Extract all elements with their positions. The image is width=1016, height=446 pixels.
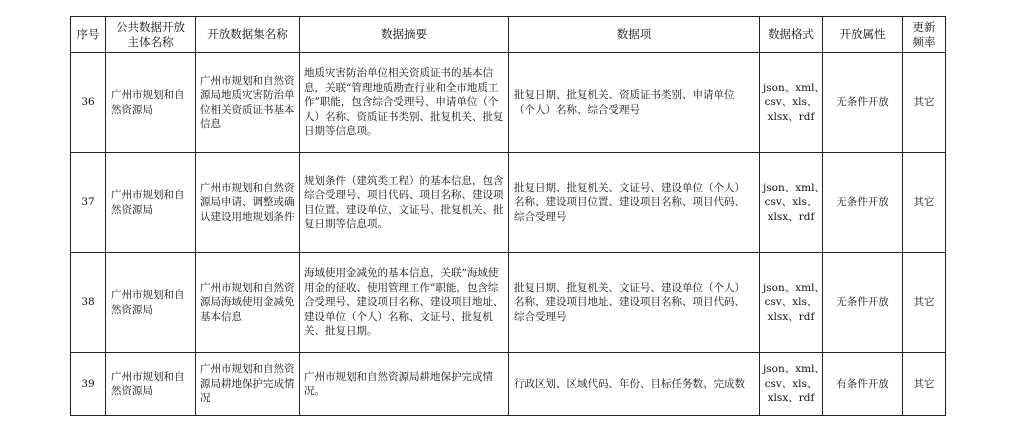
cell-data-items: 行政区划、区域代码、年份、目标任务数、完成数 — [509, 353, 760, 416]
cell-data-items: 批复日期、批复机关、文证号、建设单位（个人）名称、建设项目地址、建设项目名称、项目代码、综合受理号 — [509, 253, 760, 353]
header-format: 数据格式 — [760, 17, 823, 53]
header-summary: 数据摘要 — [300, 17, 509, 53]
cell-dataset-name: 广州市规划和自然资源局地质灾害防治单位相关资质证书基本信息 — [196, 53, 300, 153]
format-line: json、xml、 — [763, 281, 825, 294]
cell-subject: 广州市规划和自然资源局 — [106, 153, 196, 253]
cell-seq: 37 — [71, 153, 106, 253]
cell-attribute: 无条件开放 — [823, 253, 903, 353]
header-subject: 公共数据开放主体名称 — [106, 17, 196, 53]
format-line: csv、xls、 — [764, 296, 818, 309]
format-line: csv、xls、 — [764, 96, 818, 109]
cell-summary: 广州市规划和自然资源局耕地保护完成情况。 — [300, 353, 509, 416]
header-frequency: 更新频率 — [903, 17, 946, 53]
header-row — [71, 17, 946, 53]
format-line: json、xml、 — [763, 363, 825, 376]
open-data-catalog-table — [70, 16, 946, 416]
table-row — [71, 53, 946, 153]
format-line: json、xml、 — [763, 81, 825, 94]
cell-summary: 规划条件（建筑类工程）的基本信息，包含综合受理号、项目代码、项目名称、建设项目位置、建设单位、文证号、批复机关、批复日期等信息项。 — [300, 153, 509, 253]
cell-seq: 39 — [71, 353, 106, 416]
cell-attribute: 有条件开放 — [823, 353, 903, 416]
cell-summary: 地质灾害防治单位相关资质证书的基本信息，关联“管理地质勘查行业和全市地质工作”职能，包含综合受理号、申请单位（个人）名称、资质证书类别、批复机关、批复日期等信息项。 — [300, 53, 509, 153]
format-line: xlsx、rdf — [767, 310, 815, 323]
cell-attribute: 无条件开放 — [823, 153, 903, 253]
cell-format — [760, 353, 823, 416]
table-row — [71, 253, 946, 353]
cell-frequency: 其它 — [903, 53, 946, 153]
cell-format — [760, 153, 823, 253]
cell-data-items: 批复日期、批复机关、资质证书类别、申请单位（个人）名称、综合受理号 — [509, 53, 760, 153]
format-line: xlsx、rdf — [767, 210, 815, 223]
cell-dataset-name: 广州市规划和自然资源局海域使用金减免基本信息 — [196, 253, 300, 353]
cell-dataset-name: 广州市规划和自然资源局申请、调整或确认建设用地规划条件 — [196, 153, 300, 253]
format-line: json、xml、 — [763, 181, 825, 194]
format-line: xlsx、rdf — [767, 110, 815, 123]
cell-seq: 36 — [71, 53, 106, 153]
cell-dataset-name: 广州市规划和自然资源局耕地保护完成情况 — [196, 353, 300, 416]
cell-frequency: 其它 — [903, 353, 946, 416]
cell-data-items: 批复日期、批复机关、文证号、建设单位（个人）名称、建设项目位置、建设项目名称、项目代码、综合受理号 — [509, 153, 760, 253]
cell-frequency: 其它 — [903, 153, 946, 253]
cell-subject: 广州市规划和自然资源局 — [106, 353, 196, 416]
table-row — [71, 153, 946, 253]
header-name: 开放数据集名称 — [196, 17, 300, 53]
header-seq: 序号 — [71, 17, 106, 53]
cell-summary: 海域使用金减免的基本信息，关联“海域使用金的征收、使用管理工作”职能，包含综合受理号、建设项目名称、建设项目地址、建设单位（个人）名称、文证号、批复机关、批复日期。 — [300, 253, 509, 353]
table-row — [71, 353, 946, 416]
cell-format — [760, 253, 823, 353]
cell-frequency: 其它 — [903, 253, 946, 353]
cell-attribute: 无条件开放 — [823, 53, 903, 153]
cell-subject: 广州市规划和自然资源局 — [106, 253, 196, 353]
cell-seq: 38 — [71, 253, 106, 353]
header-items: 数据项 — [509, 17, 760, 53]
cell-subject: 广州市规划和自然资源局 — [106, 53, 196, 153]
cell-format — [760, 53, 823, 153]
header-attribute: 开放属性 — [823, 17, 903, 53]
format-line: csv、xls、 — [764, 196, 818, 209]
format-line: csv、xls、 — [764, 377, 818, 390]
format-line: xlsx、rdf — [767, 392, 815, 405]
